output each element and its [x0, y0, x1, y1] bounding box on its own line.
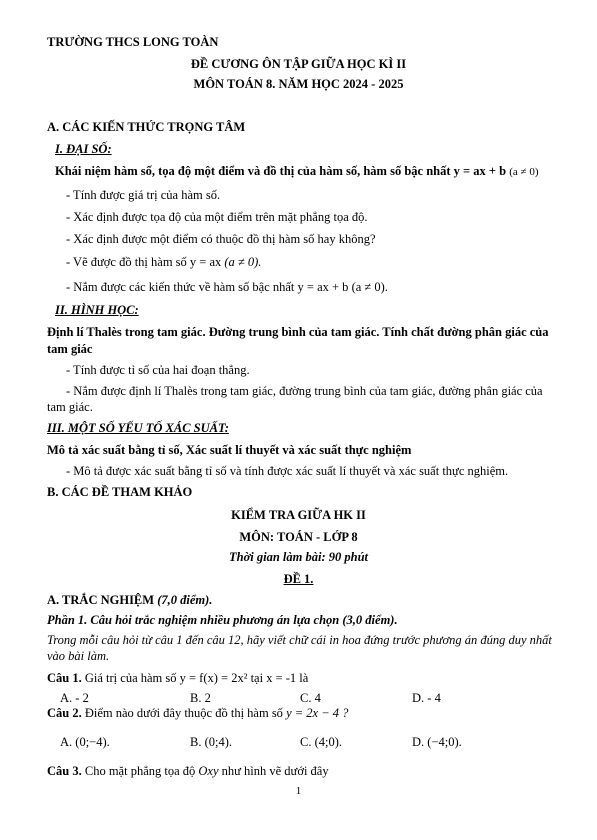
section-b-heading: B. CÁC ĐỀ THAM KHẢO [47, 485, 193, 499]
algebra-item-5 [66, 280, 388, 295]
probability-item-1: - Mô tả được xác suất bằng tỉ số và tính được xác suất lí thuyết và xác suất thực nghiệm. [66, 464, 509, 478]
geometry-item-2-line-1: - Nắm được định lí Thalès trong tam giác, đường trung bình của tam giác, đường phân giác của [66, 384, 543, 398]
probability-topic: Mô tả xác suất bằng tỉ số, Xác suất lí thuyết và xác suất thực nghiệm [47, 443, 412, 457]
algebra-item-5-text: - Nắm được các kiến thức về hàm số bậc nhất y = ax + b [66, 280, 349, 294]
geometry-topic-line-1: Định lí Thalès trong tam giác. Đường trung bình của tam giác. Tính chất đường phân giác của [47, 325, 549, 339]
question-3 [47, 764, 329, 779]
algebra-item-4-cond: (a ≠ 0). [224, 255, 262, 269]
part-a-title: A. TRẮC NGHIỆM [47, 593, 155, 607]
page-number: 1 [295, 785, 302, 797]
school-name: TRƯỜNG THCS LONG TOÀN [47, 35, 219, 49]
question-2-option-a: A. (0;−4). [60, 735, 110, 749]
part-1-heading: Phần 1. Câu hỏi trắc nghiệm nhiều phương án lựa chọn (3,0 điểm). [47, 613, 398, 627]
geometry-topic-line-2: tam giác [47, 342, 93, 356]
algebra-heading: I. ĐẠI SỐ: [55, 142, 112, 156]
algebra-item-1: - Tính được giá trị của hàm số. [66, 188, 221, 202]
question-2-formula: y = 2x − 4 ? [286, 706, 349, 720]
geometry-heading: II. HÌNH HỌC: [55, 303, 139, 317]
question-2 [47, 706, 348, 721]
question-3-text: Cho mặt phẳng tọa độ [84, 764, 196, 778]
doc-subtitle: MÔN TOÁN 8. NĂM HỌC 2024 - 2025 [193, 77, 404, 91]
question-3-var: Oxy [198, 764, 219, 778]
question-3-label: Câu 3. [47, 764, 82, 778]
question-1-text: Giá trị của hàm số y = f(x) = 2x² tại x = -1 là [84, 671, 309, 685]
algebra-item-4-text: - Vẽ được đồ thị hàm số y = ax [66, 255, 222, 269]
geometry-item-1: - Tính được tỉ số của hai đoạn thẳng. [66, 363, 250, 377]
exam-title: KIỂM TRA GIỮA HK II [231, 508, 366, 522]
question-2-option-b: B. (0;4). [190, 735, 233, 749]
section-a-heading: A. CÁC KIẾN THỨC TRỌNG TÂM [47, 120, 246, 134]
algebra-item-2: - Xác định được tọa độ của một điểm trên mặt phẳng tọa độ. [66, 210, 368, 224]
algebra-item-4 [66, 255, 261, 270]
doc-title: ĐỀ CƯƠNG ÔN TẬP GIỮA HỌC KÌ II [190, 57, 407, 71]
exam-number: ĐỀ 1. [283, 572, 314, 586]
instructions-line-2: vào bài làm. [47, 649, 110, 663]
exam-subject: MÔN: TOÁN - LỚP 8 [239, 530, 358, 544]
part-a-heading [47, 593, 212, 608]
probability-heading: III. MỘT SỐ YẾU TỐ XÁC SUẤT: [47, 421, 229, 435]
question-1-option-b: B. 2 [190, 691, 211, 705]
question-2-label: Câu 2. [47, 706, 82, 720]
instructions-line-1: Trong mỗi câu hỏi từ câu 1 đến câu 12, hãy viết chữ cái in hoa đứng trước phương án đúng duy nhất [47, 633, 552, 647]
algebra-item-5-cond: (a ≠ 0). [351, 280, 388, 294]
question-2-option-d: D. (−4;0). [412, 735, 462, 749]
question-3-tail: như hình vẽ dưới đây [221, 764, 329, 778]
algebra-topic [55, 164, 538, 180]
question-1-option-a: A. - 2 [60, 691, 89, 705]
algebra-topic-text: Khái niệm hàm số, tọa độ một điểm và đồ thị của hàm số, hàm số bậc nhất y = ax + b [55, 164, 507, 178]
question-1-option-c: C. 4 [300, 691, 321, 705]
question-1-label: Câu 1. [47, 671, 82, 685]
algebra-item-3: - Xác định được một điểm có thuộc đồ thị hàm số hay không? [66, 232, 376, 246]
exam-time: Thời gian làm bài: 90 phút [228, 550, 369, 564]
question-2-option-c: C. (4;0). [300, 735, 343, 749]
part-a-points: (7,0 điểm). [157, 593, 213, 607]
algebra-topic-cond: (a ≠ 0) [509, 166, 539, 178]
question-1-option-d: D. - 4 [412, 691, 441, 705]
question-2-text: Điểm nào dưới đây thuộc đồ thị hàm số [84, 706, 283, 720]
question-1 [47, 671, 308, 686]
geometry-item-2-line-2: tam giác. [47, 400, 93, 414]
